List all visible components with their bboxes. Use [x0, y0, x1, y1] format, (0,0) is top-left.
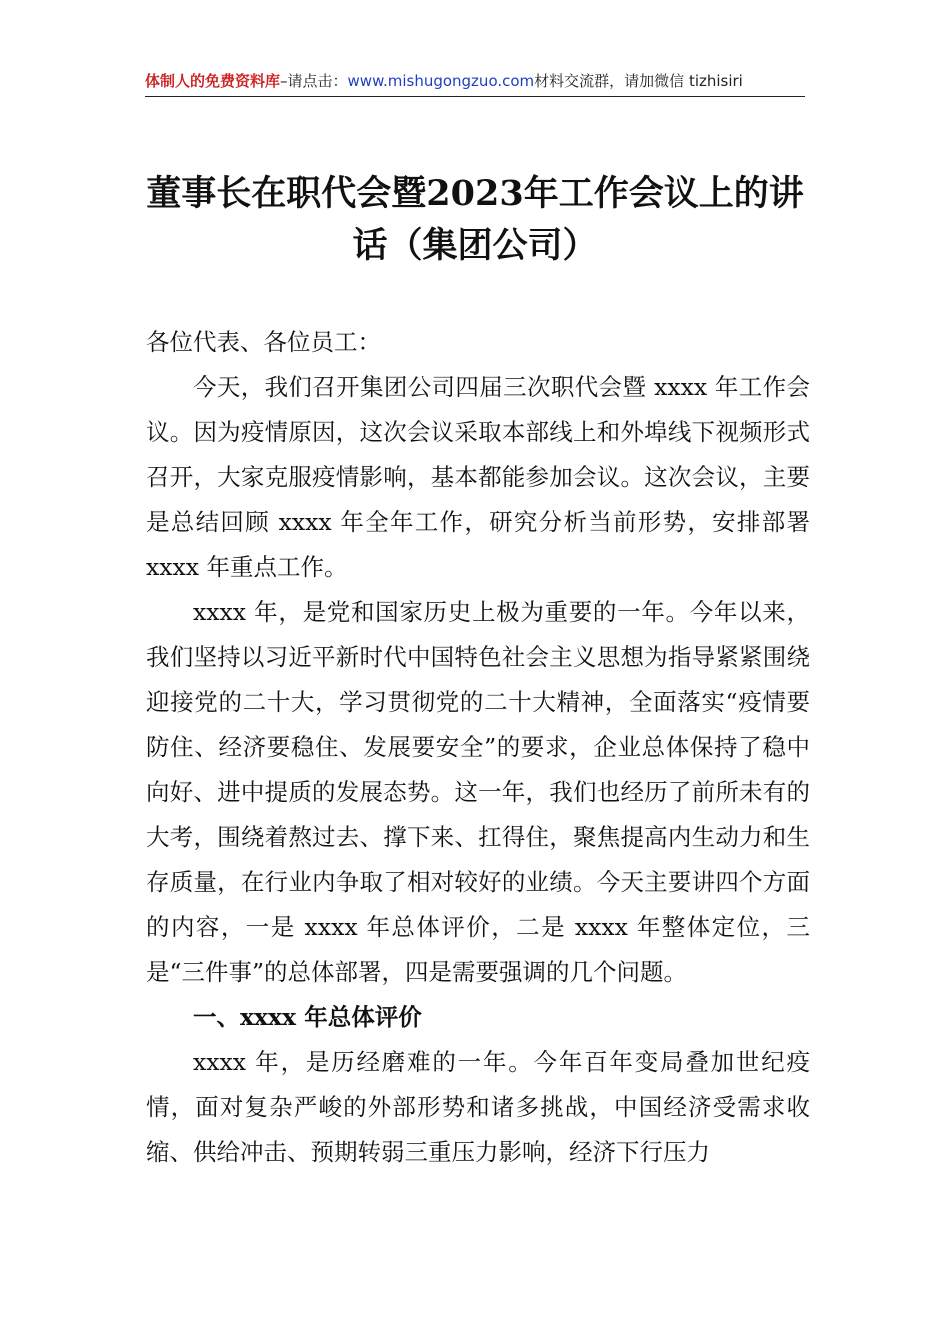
title-line-1: 董事长在职代会暨2023年工作会议上的讲 [146, 173, 804, 214]
document-body [146, 320, 810, 1175]
title-line-2: 话（集团公司） [352, 225, 598, 266]
paragraph-1: 今天，我们召开集团公司四届三次职代会暨 xxxx 年工作会议。因为疫情原因，这次会议采取本部线上和外埠线下视频形式召开，大家克服疫情影响，基本都能参加会议。这次会议，主要是总结回顾 xxxx 年全年工作，研究分析当前形势，安排部署 xxxx 年重点工作。 [146, 373, 810, 581]
paragraph-2: xxxx 年，是党和国家历史上极为重要的一年。今年以来，我们坚持以习近平新时代中国特色社会主义思想为指导紧紧围绕迎接党的二十大，学习贯彻党的二十大精神，全面落实“疫情要防住、经济要稳住、发展要安全”的要求，企业总体保持了稳中向好、进中提质的发展态势。这一年，我们也经历了前所未有的大考，围绕着熬过去、撑下来、扛得住，聚焦提高内生动力和生存质量，在行业内争取了相对较好的业绩。今天主要讲四个方面的内容，一是 xxxx 年总体评价，二是 xxxx 年整体定位，三是“三件事”的总体部署，四是需要强调的几个问题。 [146, 598, 810, 986]
banner-suffix: 材料交流群，请加微信 tizhisiri [534, 72, 743, 90]
banner-url-link[interactable]: www.mishugongzuo.com [347, 72, 535, 90]
section-1-paragraph: xxxx 年，是历经磨难的一年。今年百年变局叠加世纪疫情，面对复杂严峻的外部形势和诸多挑战，中国经济受需求收缩、供给冲击、预期转弱三重压力影响，经济下行压力 [146, 1048, 810, 1166]
top-banner [145, 66, 805, 97]
document-title [120, 168, 830, 272]
salutation: 各位代表、各位员工： [146, 328, 381, 356]
section-heading-1: 一、xxxx 年总体评价 [193, 1003, 422, 1031]
banner-site-name: 体制人的免费资料库 [145, 72, 281, 90]
banner-prompt: –请点击： [280, 72, 348, 90]
